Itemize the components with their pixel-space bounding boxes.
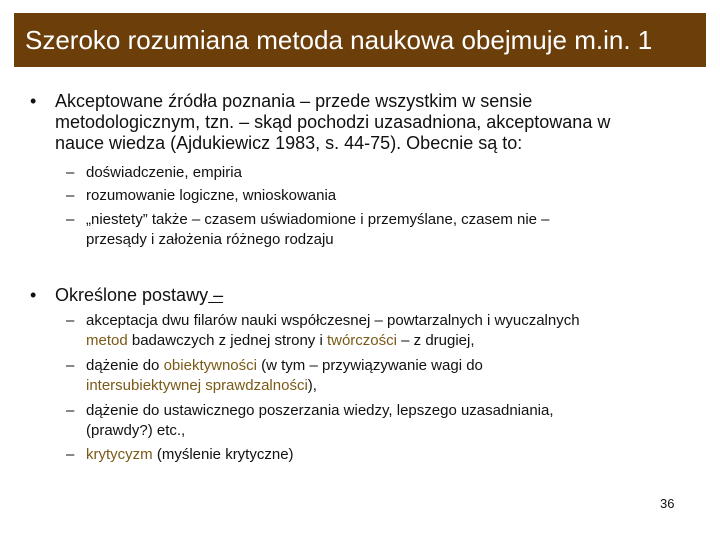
sub-item-text-line-1: [86, 356, 686, 376]
term-tworczosci: twórczości: [326, 332, 397, 349]
text-fragment: ),: [307, 377, 317, 394]
sub-item-text-line-2: (prawdy?) etc.,: [86, 422, 186, 439]
term-krytycyzm: krytycyzm: [86, 446, 153, 463]
text-fragment: – z drugiej,: [396, 332, 475, 349]
sub-item-text-line-2: [86, 331, 686, 351]
bullet-icon: •: [30, 91, 37, 111]
bullet-sources-text: [55, 91, 705, 154]
sub-item-text: rozumowanie logiczne, wnioskowania: [86, 187, 337, 204]
sub-item-text-line-2: przesądy i założenia różnego rodzaju: [86, 231, 334, 248]
bullet-sources-line-3: nauce wiedza (Ajdukiewicz 1983, s. 44-75). Obecnie są to:: [55, 133, 523, 153]
dash-icon: –: [66, 446, 75, 463]
term-intersubiektywnej: intersubiektywnej sprawdzalności: [86, 377, 308, 394]
dash-icon: –: [66, 357, 75, 374]
bullet-icon: •: [30, 285, 37, 305]
text-fragment: badawczych z jednej strony i: [127, 332, 327, 349]
bullet-attitudes-dash: –: [208, 285, 224, 305]
text-fragment: dążenie do: [86, 357, 164, 374]
sub-item-text-line-2: [86, 376, 686, 396]
sub-item-text-line-1: dążenie do ustawicznego poszerzania wiedzy, lepszego uzasadniania,: [86, 402, 554, 419]
text-fragment: (w tym – przywiązywanie wagi do: [256, 357, 483, 374]
sub-item-text-line-1: „niestety” także – czasem uświadomione i przemyślane, czasem nie –: [86, 211, 550, 228]
term-metod: metod: [86, 332, 128, 349]
text-fragment: (myślenie krytyczne): [152, 446, 294, 463]
dash-icon: –: [66, 164, 75, 181]
bullet-sources-line-1: Akceptowane źródła poznania – przede wszystkim w sensie: [55, 91, 533, 111]
page-number: 36: [660, 496, 675, 511]
slide-title: Szeroko rozumiana metoda naukowa obejmuje m.in. 1: [25, 24, 653, 55]
bullet-attitudes-label: Określone postawy: [55, 285, 209, 305]
term-obiektywnosci: obiektywności: [163, 357, 257, 374]
sub-item-text: [86, 445, 686, 465]
bullet-attitudes-text: [55, 285, 705, 306]
sub-item-text-line-1: akceptacja dwu filarów nauki współczesnej – powtarzalnych i wyuczalnych: [86, 312, 580, 329]
dash-icon: –: [66, 312, 75, 329]
slide-title-bar: [14, 13, 706, 67]
bullet-sources-line-2: metodologicznym, tzn. – skąd pochodzi uzasadniona, akceptowana w: [55, 112, 611, 132]
sub-item-text: doświadczenie, empiria: [86, 164, 242, 181]
dash-icon: –: [66, 211, 75, 228]
dash-icon: –: [66, 187, 75, 204]
dash-icon: –: [66, 402, 75, 419]
